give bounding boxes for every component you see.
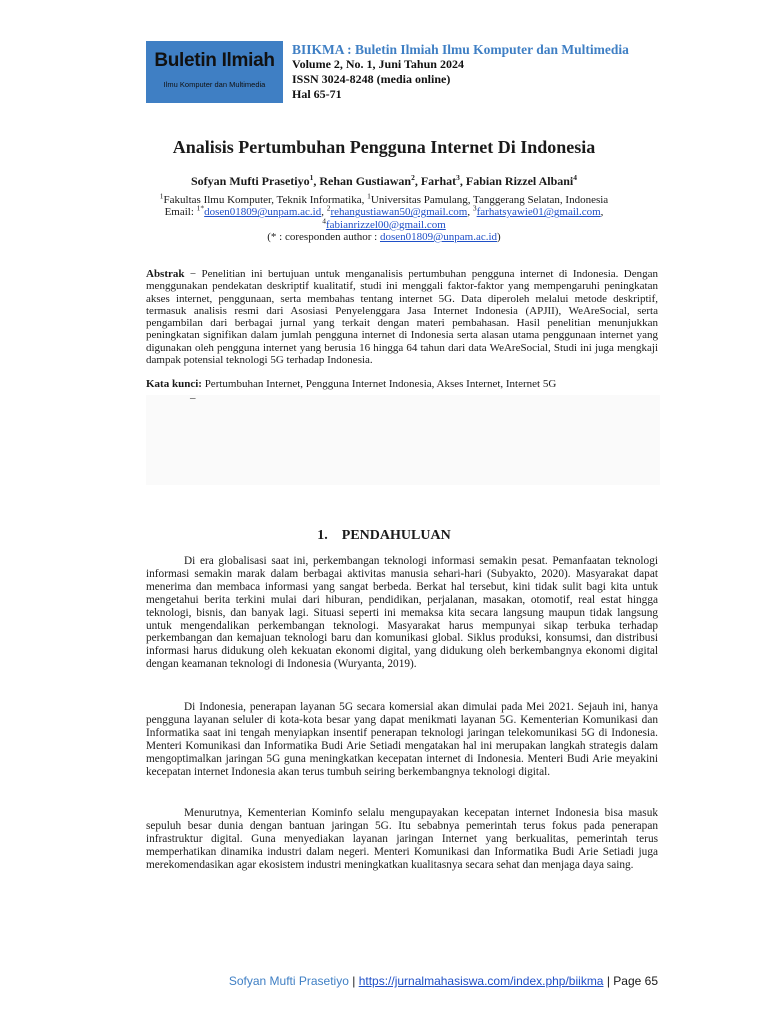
email-line: Email: $^{1*}$dosen01809@unpam.ac.id, $^2$rehangustiawan50@gmail.com, $^3$farhatsyawie01@gmail.com,: [164, 203, 604, 219]
affiliation-sup: 1: [159, 191, 164, 201]
author-name: Fabian Rizzel Albani: [465, 174, 574, 188]
body-paragraph: Di era globalisasi saat ini, perkembangan teknologi informasi semakin pesat. Pemanfaatan teknologi informasi semakin marak dalam berbagai aktivitas manusia sehari-hari (Subyakto, 2020). Masyarakat dapat menerima dan membaca informasi yang sangat berbeda. Berkat hal tersebut, kini tidak sulit bagi kita untuk mengetahui berita terkini mulai dari hiburan, pendidikan, perjalanan, masakan, otomotif, real estat hingga teknologi, bisnis, dan banyak lagi. Situasi seperti ini memaksa kita secara langsung maupun tidak langsung untuk mengendalikan perkembangan teknologi. Masyarakat harus mempunyai sikap terbuka terhadap perkembangan dan kemajuan teknologi baru dan komunikasi global. Siklus produksi, konsumsi, dan distribusi informasi harus didukung oleh kekuatan ekonomi digital, yang didukung oleh berkembangnya ekonomi digital dengan keamanan teknologi di Indonesia (Wuryanta, 2019).: [146, 555, 658, 671]
journal-logo: [146, 41, 283, 103]
journal-info: [292, 42, 629, 102]
footer-url-link[interactable]: https://jurnalmahasiswa.com/index.php/biikma: [358, 974, 604, 988]
author-list: Sofyan Mufti Prasetiyo$^1$, Rehan Gustiawan$^2$, Farhat$^3$, Fabian Rizzel Albani$^4$: [190, 173, 577, 188]
journal-issn: ISSN 3024-8248 (media online): [292, 72, 451, 86]
email-label: Email:: [164, 206, 197, 219]
email-link[interactable]: dosen01809@unpam.ac.id: [204, 206, 322, 219]
footer-separator: |: [603, 974, 614, 988]
page-footer: [229, 974, 658, 988]
correspondent-email-link[interactable]: dosen01809@unpam.ac.id: [379, 230, 498, 243]
email-line: [0, 215, 768, 231]
journal-pages: Hal 65-71: [292, 87, 342, 101]
abstract-text: − Penelitian ini bertujuan untuk menganalisis pertumbuhan pengguna internet di Indonesia. Dengan menggunakan pendekatan deskriptif kualitatif, studi ini menggali faktor-faktor yang mempengaruhi peningkatan akses internet, penggunaan, serta membahas tentang internet 5G. Data diperoleh melalui metode deskriptif, termasuk analisis resmi dari Asosiasi Penyelenggara Jasa Internet Indonesia (APJII), WeAreSocial, serta pengambilan dari berbagai jurnal yang terkait dengan materi pembahasan. Hasil penelitian menunjukkan peningkatan signifikan dalam jumlah pengguna internet di Indonesia serta alasan utama penggunaan internet yang digunakan oleh pengguna internet yang berusia 16 hingga 64 tahun dari data WeAreSocial, Studi ini juga mengkaji dampak potensial teknologi 5G terhadap Indonesia.: [146, 268, 658, 367]
footer-separator: |: [348, 974, 359, 988]
email-sup: 4: [322, 215, 326, 225]
body-paragraph: Di Indonesia, penerapan layanan 5G secara komersial akan dimulai pada Mei 2021. Sejauh ini, hanya pengguna layanan seluler di kota-kota besar yang dapat menikmati layanan 5G. Kementerian Komunikasi dan Informatika saat ini tengah menyiapkan insentif penerapan teknologi jaringan telekomunikasi 5G di Indonesia. Menteri Komunikasi dan Informatika Budi Arie Setiadi mengatakan hal ini merupakan langkah strategis dalam mengoptimalkan jaringan 5G guna meningkatkan kecepatan internet di Indonesia. Menteri Budi Arie meyakini kecepatan internet Indonesia akan terus tumbuh seiring berkembangnya teknologi digital.: [146, 701, 658, 778]
correspondent-suffix: ): [497, 230, 501, 243]
abstract: [146, 268, 658, 366]
author-sup: 4: [573, 173, 577, 182]
author-name: Farhat: [420, 174, 457, 188]
keywords-label: Kata kunci:: [146, 378, 202, 390]
affiliation-block: [0, 191, 768, 243]
author-sup: 1: [309, 173, 314, 182]
empty-shaded-area: [146, 395, 660, 485]
email-link[interactable]: rehangustiawan50@gmail.com: [330, 206, 468, 219]
body-paragraph: Menurutnya, Kementerian Kominfo selalu mengupayakan kecepatan internet Indonesia bisa masuk sepuluh besar dunia dengan bantuan jaringan 5G. Itu sebabnya pemerintah terus fokus pada penerapan infrastruktur digital. Guna menyediakan layanan jaringan Internet yang berkualitas, pemerintah terus memperhatikan dinamika industri dalam negeri. Menteri Komunikasi dan Informatika Budi Arie Setiadi juga merekomendasikan agar ekosistem industri meningkatkan kualitasnya secara sehat dan menjaga daya saing.: [146, 807, 658, 871]
abstract-label: Abstrak: [146, 268, 185, 280]
journal-volume: Volume 2, No. 1, Juni Tahun 2024: [292, 57, 464, 71]
email-sup: 2: [326, 203, 331, 213]
affiliation-sup: 1: [367, 191, 371, 201]
section-heading: [0, 528, 768, 544]
logo-subtitle: Ilmu Komputer dan Multimedia: [163, 80, 266, 89]
paper-title: Analisis Pertumbuhan Pengguna Internet Di Indonesia: [172, 137, 596, 157]
email-sup: 1*: [196, 203, 205, 213]
email-sup: 3: [472, 203, 477, 213]
author-sup: 2: [411, 173, 415, 182]
correspondent-line: [0, 231, 768, 243]
logo-title: Buletin Ilmiah: [154, 50, 275, 71]
author-name: Rehan Gustiawan: [319, 174, 412, 188]
affiliation-line: [0, 191, 768, 206]
section-number: 1.: [317, 528, 328, 543]
affiliation-faculty: Fakultas Ilmu Komputer, Teknik Informatika,: [163, 194, 368, 206]
footer-author: Sofyan Mufti Prasetiyo: [228, 974, 349, 988]
journal-name: BIIKMA : Buletin Ilmiah Ilmu Komputer dan Multimedia: [292, 42, 629, 57]
affiliation-university: Universitas Pamulang, Tanggerang Selatan, Indonesia: [370, 194, 609, 206]
correspondent-prefix: (* : coresponden author :: [267, 230, 380, 243]
author-sup: 3: [456, 173, 460, 182]
email-link[interactable]: fabianrizzel00@gmail.com: [325, 218, 446, 231]
keywords: [146, 378, 658, 390]
keywords-text: Pertumbuhan Internet, Pengguna Internet Indonesia, Akses Internet, Internet 5G: [201, 378, 557, 390]
section-title: PENDAHULUAN: [341, 528, 451, 543]
author-name: Sofyan Mufti Prasetiyo: [190, 174, 310, 188]
footer-page-number: Page 65: [613, 974, 658, 988]
email-link[interactable]: farhatsyawie01@gmail.com: [476, 206, 601, 219]
dash-mark: –: [190, 392, 196, 404]
